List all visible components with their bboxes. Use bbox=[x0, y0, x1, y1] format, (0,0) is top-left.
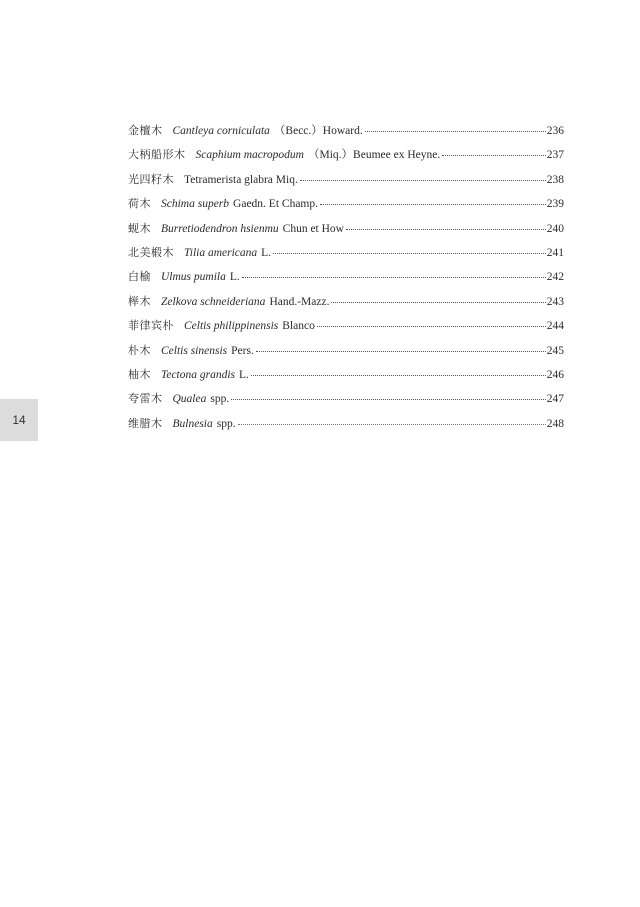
chinese-name: 菲律宾朴 bbox=[128, 319, 174, 333]
species-name: Ulmus pumila bbox=[161, 271, 226, 284]
toc-entry[interactable] bbox=[128, 246, 564, 270]
page-ref: 247 bbox=[546, 393, 564, 406]
toc-entry[interactable] bbox=[128, 295, 564, 319]
toc-entry[interactable] bbox=[128, 417, 564, 441]
dot-leader bbox=[242, 270, 546, 280]
species-name: Bulnesia bbox=[172, 417, 213, 430]
species-name: Qualea bbox=[172, 393, 207, 406]
toc-entry[interactable] bbox=[128, 197, 564, 221]
dot-leader bbox=[251, 368, 546, 378]
authority: L. bbox=[239, 368, 249, 381]
species-name: Tectona grandis bbox=[161, 368, 236, 381]
chinese-name: 朴木 bbox=[128, 343, 151, 357]
species-name: Scaphium macropodum bbox=[195, 149, 304, 162]
authority: L. bbox=[261, 246, 272, 259]
dot-leader bbox=[331, 295, 545, 305]
dot-leader bbox=[238, 417, 546, 427]
chinese-name: 柚木 bbox=[128, 367, 151, 381]
chinese-name: 荷木 bbox=[128, 197, 151, 211]
table-of-contents bbox=[128, 124, 564, 441]
page-ref: 236 bbox=[546, 125, 564, 137]
page-ref: 241 bbox=[546, 246, 564, 259]
authority: Hand.-Mazz. bbox=[269, 295, 330, 308]
page-ref: 246 bbox=[546, 368, 564, 381]
species-name: Burretiodendron hsienmu bbox=[161, 222, 279, 235]
authority: Chun et How bbox=[282, 222, 344, 235]
chinese-name: 榉木 bbox=[128, 294, 151, 308]
authority: （Becc.）Howard. bbox=[273, 125, 363, 137]
species-name: Cantleya corniculata bbox=[172, 125, 270, 137]
toc-entry[interactable] bbox=[128, 368, 564, 392]
species-name: Zelkova schneideriana bbox=[161, 295, 266, 308]
dot-leader bbox=[273, 246, 546, 256]
species-name: Tetramerista glabra Miq. bbox=[184, 173, 298, 186]
species-name: Celtis philippinensis bbox=[184, 320, 279, 333]
page-ref: 245 bbox=[546, 344, 564, 357]
toc-entry[interactable] bbox=[128, 344, 564, 368]
toc-entry[interactable] bbox=[128, 319, 564, 343]
page-ref: 237 bbox=[546, 149, 564, 162]
toc-entry[interactable] bbox=[128, 392, 564, 416]
chinese-name: 大柄船形木 bbox=[128, 148, 186, 162]
page-ref: 248 bbox=[546, 417, 564, 430]
page-number: 14 bbox=[12, 413, 26, 427]
toc-entry[interactable] bbox=[128, 173, 564, 197]
dot-leader bbox=[317, 319, 546, 329]
chinese-name: 维腊木 bbox=[128, 416, 163, 430]
page-ref: 244 bbox=[546, 320, 564, 333]
chinese-name: 夸雷木 bbox=[128, 392, 163, 406]
authority: spp. bbox=[210, 393, 230, 406]
page-ref: 240 bbox=[546, 222, 564, 235]
chinese-name: 北美椴木 bbox=[128, 245, 174, 259]
toc-entry[interactable] bbox=[128, 148, 564, 172]
dot-leader bbox=[346, 222, 546, 232]
chinese-name: 白榆 bbox=[128, 270, 151, 284]
page-ref: 242 bbox=[546, 271, 564, 284]
dot-leader bbox=[256, 344, 546, 354]
dot-leader bbox=[231, 392, 546, 402]
authority: （Miq.）Beumee ex Heyne. bbox=[308, 149, 441, 162]
chinese-name: 蚬木 bbox=[128, 221, 151, 235]
dot-leader bbox=[442, 148, 546, 158]
authority: Blanco bbox=[282, 320, 315, 333]
toc-entry[interactable] bbox=[128, 222, 564, 246]
page-number-tab bbox=[0, 399, 38, 441]
page-ref: 238 bbox=[546, 173, 564, 186]
page-ref: 239 bbox=[546, 198, 564, 211]
species-name: Tilia americana bbox=[184, 246, 258, 259]
toc-entry[interactable] bbox=[128, 270, 564, 294]
authority: Gaedn. Et Champ. bbox=[233, 198, 318, 211]
species-name: Schima superb bbox=[161, 198, 230, 211]
dot-leader bbox=[320, 197, 546, 207]
species-name: Celtis sinensis bbox=[161, 344, 228, 357]
toc-entry[interactable] bbox=[128, 124, 564, 148]
authority: spp. bbox=[216, 417, 236, 430]
chinese-name: 金檀木 bbox=[128, 124, 163, 137]
chinese-name: 光四籽木 bbox=[128, 172, 174, 186]
dot-leader bbox=[365, 124, 546, 134]
dot-leader bbox=[300, 173, 546, 183]
authority: Pers. bbox=[231, 344, 254, 357]
page-ref: 243 bbox=[546, 295, 564, 308]
authority: L. bbox=[229, 271, 240, 284]
